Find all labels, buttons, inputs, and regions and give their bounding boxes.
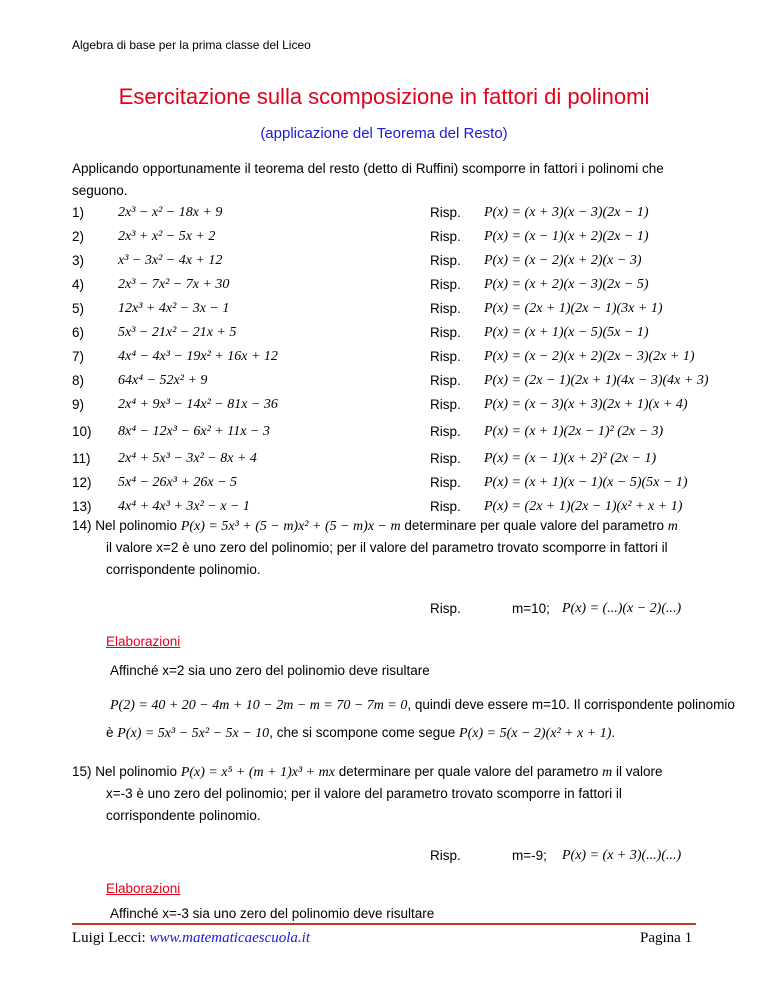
parameter-m: m — [667, 519, 678, 534]
exercise-number: 8) — [72, 373, 85, 388]
problem-14-elab-conclusion: , quindi deve essere m=10. Il corrispondente polinomio — [407, 697, 735, 712]
exercise-polynomial: 2x³ + x² − 5x + 2 — [118, 229, 216, 244]
problem-14-line2: il valore x=2 è uno zero del polinomio; per il valore del parametro trovato scomporre in fattori il — [106, 540, 668, 555]
page-subtitle: (applicazione del Teorema del Resto) — [260, 125, 508, 142]
problem-14-elab-prefix: è — [106, 725, 118, 740]
risp-label: Risp. — [430, 253, 461, 268]
problem-14-risp-m: m=10; — [512, 601, 550, 616]
problem-14-elab-line1: Affinché x=2 sia uno zero del polinomio deve risultare — [110, 663, 430, 678]
footer-website-link[interactable]: www.matematicaescuola.it — [149, 930, 311, 946]
exercise-answer: P(x) = (x + 1)(2x − 1)² (2x − 3) — [484, 424, 664, 439]
exercise-number: 12) — [72, 475, 92, 490]
risp-label: Risp. — [430, 499, 461, 514]
problem-14-intro: 14) Nel polinomio — [72, 518, 181, 533]
risp-label: Risp. — [430, 451, 461, 466]
problem-15-intro: 15) Nel polinomio — [72, 764, 181, 779]
exercise-answer: P(x) = (2x + 1)(2x − 1)(3x + 1) — [484, 301, 663, 316]
exercise-number: 7) — [72, 349, 85, 364]
problem-15-elaborazioni-heading: Elaborazioni — [106, 881, 181, 896]
exercise-polynomial: 2x³ − 7x² − 7x + 30 — [118, 277, 230, 292]
risp-label: Risp. — [430, 349, 461, 364]
risp-label: Risp. — [430, 229, 461, 244]
footer-divider — [72, 923, 696, 925]
problem-15-question: determinare per quale valore del parametro — [334, 764, 603, 779]
exercise-answer: P(x) = (x − 2)(x + 2)(2x − 3)(2x + 1) — [484, 349, 695, 364]
problem-14-question: determinare per quale valore del parametro — [400, 518, 668, 533]
exercise-number: 6) — [72, 325, 85, 340]
exercise-number: 3) — [72, 253, 85, 268]
problem-15-question-tail: il valore — [612, 764, 663, 779]
intro-text: Applicando opportunamente il teorema del resto (detto di Ruffini) scomporre in fattori i polinomi che seguono. — [72, 161, 664, 198]
exercise-polynomial: 4x⁴ − 4x³ − 19x² + 16x + 12 — [118, 349, 278, 364]
exercise-answer: P(x) = (x − 2)(x + 2)(x − 3) — [484, 253, 642, 268]
exercise-polynomial: 5x⁴ − 26x³ + 26x − 5 — [118, 475, 238, 490]
exercise-polynomial: 8x⁴ − 12x³ − 6x² + 11x − 3 — [118, 424, 270, 439]
exercise-number: 1) — [72, 205, 85, 220]
risp-label: Risp. — [430, 424, 461, 439]
problem-15-risp-factorization: P(x) = (x + 3)(...)(...) — [562, 848, 682, 863]
exercise-polynomial: 2x³ − x² − 18x + 9 — [118, 205, 223, 220]
problem-15-line3: corrispondente polinomio. — [106, 808, 261, 823]
risp-label: Risp. — [430, 397, 461, 412]
exercise-number: 11) — [72, 451, 91, 466]
risp-label: Risp. — [430, 301, 461, 316]
exercise-polynomial: 2x⁴ + 9x³ − 14x² − 81x − 36 — [118, 397, 278, 412]
problem-14-elab-line3 — [106, 722, 726, 740]
problem-14-risp-factorization: P(x) = (...)(x − 2)(...) — [562, 601, 682, 616]
problem-14-elab-line2 — [110, 694, 735, 713]
problem-15-elab-line1: Affinché x=-3 sia uno zero del polinomio deve risultare — [110, 906, 435, 921]
problem-15-line2: x=-3 è uno zero del polinomio; per il valore del parametro trovato scomporre in fattori il — [106, 786, 622, 801]
risp-label: Risp. — [430, 475, 461, 490]
problem-14-elab-polynomial: P(x) = 5x³ − 5x² − 5x − 10 — [117, 726, 270, 741]
risp-label: Risp. — [430, 325, 461, 340]
exercise-number: 5) — [72, 301, 85, 316]
exercise-answer: P(x) = (x + 1)(x − 1)(x − 5)(5x − 1) — [484, 475, 688, 490]
problem-15-polynomial: P(x) = x⁵ + (m + 1)x³ + mx — [180, 765, 335, 780]
exercise-number: 13) — [72, 499, 92, 514]
problem-14-elab-factorization: P(x) = 5(x − 2)(x² + x + 1) — [459, 726, 612, 741]
page-header: Algebra di base per la prima classe del Liceo — [72, 38, 311, 52]
problem-15-statement — [72, 761, 712, 779]
risp-label: Risp. — [430, 277, 461, 292]
exercise-answer: P(x) = (x + 1)(x − 5)(5x − 1) — [484, 325, 649, 340]
problem-14-elab-period: . — [611, 725, 616, 740]
problem-14-elab-equation: P(2) = 40 + 20 − 4m + 10 − 2m − m = 70 − 7m = 0 — [110, 698, 408, 713]
exercise-answer: P(x) = (2x − 1)(2x + 1)(4x − 3)(4x + 3) — [484, 373, 709, 388]
exercise-answer: P(x) = (x − 1)(x + 2)² (2x − 1) — [484, 451, 657, 466]
exercise-polynomial: 5x³ − 21x² − 21x + 5 — [118, 325, 237, 340]
problem-14-elab-text: , che si scompone come segue — [269, 725, 460, 740]
problem-15-risp-m: m=-9; — [512, 848, 547, 863]
exercise-answer: P(x) = (2x + 1)(2x − 1)(x² + x + 1) — [484, 499, 683, 514]
exercise-polynomial: x³ − 3x² − 4x + 12 — [118, 253, 223, 268]
risp-label: Risp. — [430, 205, 461, 220]
exercise-number: 4) — [72, 277, 85, 292]
exercise-polynomial: 64x⁴ − 52x² + 9 — [118, 373, 208, 388]
problem-14-elaborazioni-heading: Elaborazioni — [106, 634, 181, 649]
risp-label: Risp. — [430, 373, 461, 388]
parameter-m: m — [602, 765, 613, 780]
exercise-answer: P(x) = (x + 2)(x − 3)(2x − 5) — [484, 277, 649, 292]
problem-14-statement — [72, 515, 712, 533]
exercise-polynomial: 2x⁴ + 5x³ − 3x² − 8x + 4 — [118, 451, 257, 466]
problem-14-line3: corrispondente polinomio. — [106, 562, 261, 577]
exercise-answer: P(x) = (x + 3)(x − 3)(2x − 1) — [484, 205, 649, 220]
exercise-answer: P(x) = (x − 3)(x + 3)(2x + 1)(x + 4) — [484, 397, 688, 412]
footer-author-name: Luigi Lecci: — [72, 930, 150, 946]
exercise-number: 2) — [72, 229, 85, 244]
problem-15-risp-label: Risp. — [430, 848, 461, 863]
page-title: Esercitazione sulla scomposizione in fattori di polinomi — [118, 84, 650, 109]
footer-page-number: Pagina 1 — [640, 930, 693, 946]
exercise-polynomial: 12x³ + 4x² − 3x − 1 — [118, 301, 230, 316]
exercise-number: 10) — [72, 424, 92, 439]
exercise-answer: P(x) = (x − 1)(x + 2)(2x − 1) — [484, 229, 649, 244]
exercise-polynomial: 4x⁴ + 4x³ + 3x² − x − 1 — [118, 499, 250, 514]
problem-14-risp-label: Risp. — [430, 601, 461, 616]
problem-14-polynomial: P(x) = 5x³ + (5 − m)x² + (5 − m)x − m — [180, 519, 401, 534]
exercise-number: 9) — [72, 397, 85, 412]
footer-author — [72, 930, 310, 947]
